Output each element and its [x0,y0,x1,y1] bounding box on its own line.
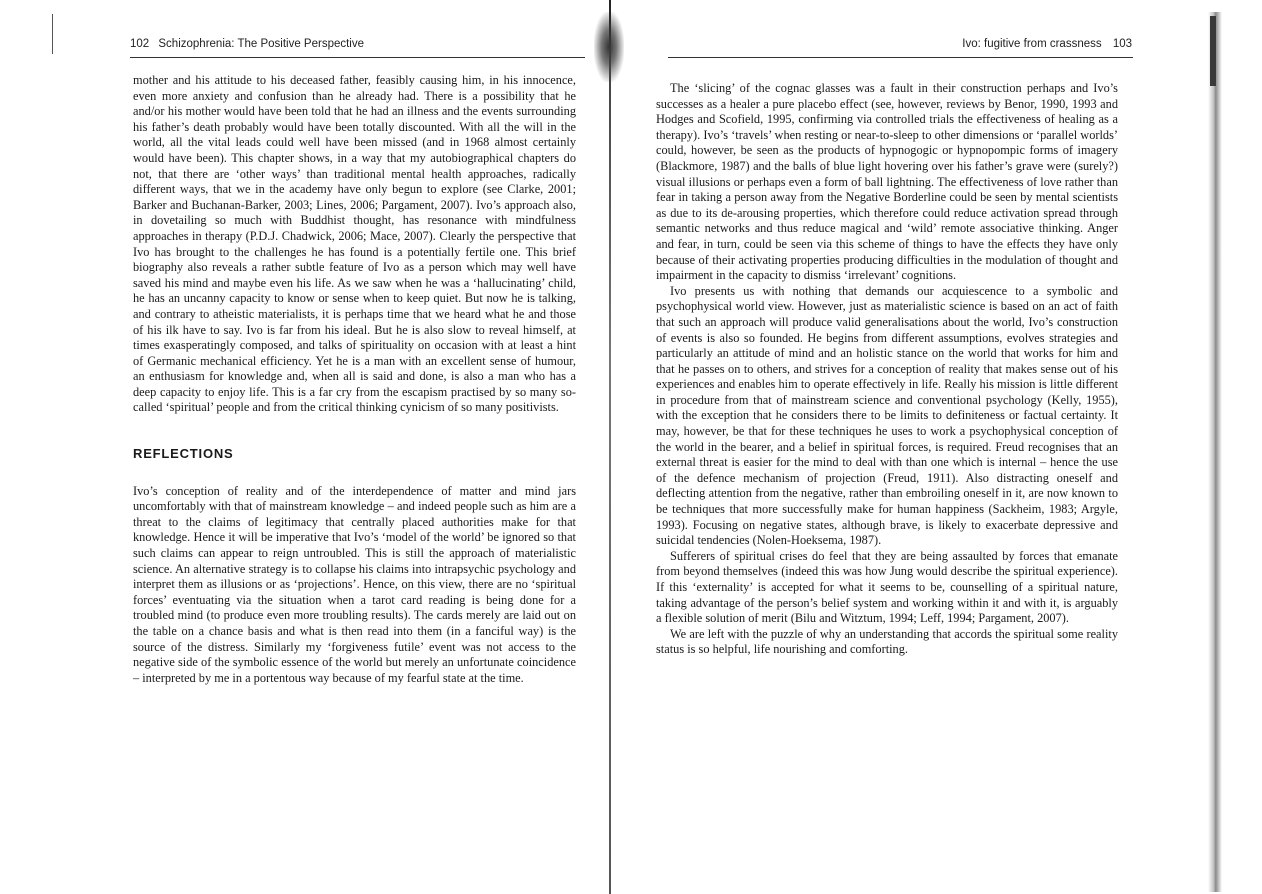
right-paragraph-3: Sufferers of spiritual crises do feel that they are being assaulted by forces that emanate from beyond themselves (indeed this was how Jung would describe the spiritual experience). If this ‘externality’ is accepted for what it seems to be, counselling of a spiritual nature, taking advantage of the person’s belief system and working within it and with it, is arguably a flexible solution of merit (Bilu and Witztum, 1994; Leff, 1994; Pargament, 2007). [656,548,1118,626]
section-heading: REFLECTIONS [133,446,234,462]
right-running-header [962,38,1132,50]
left-page-number: 102 [130,38,150,50]
right-paragraph-4: We are left with the puzzle of why an understanding that accords the spiritual some reality status is so helpful, life nourishing and comforting. [656,626,1118,657]
reflections-paragraph-1: Ivo’s conception of reality and of the interdependence of matter and mind jars uncomfortably with that of mainstream knowledge – and indeed people such as him are a threat to the claims of legitimacy that centrally placed authorities make for that knowledge. Hence it will be imperative that Ivo’s ‘model of the world’ be ignored so that such claims can appear to reign untroubled. This is still the approach of materialistic science. An alternative strategy is to collapse his claims into intrapsychic psychology and interpret them as illusions or as ‘projections’. Hence, on this view, there are no ‘spiritual forces’ eventuating via the situation when a tarot card reading is being done for a troubled mind (to produce even more troubling results). The cards merely are laid out on the table on a chance basis and what is then read into them (in a fanciful way) is the source of the distress. Similarly my ‘forgiveness futile’ event was not access to the negative side of the symbolic essence of the world but merely an unfortunate coincidence – interpreted by me in a portentous way because of my fearful state at the time. [133,483,576,685]
left-running-head: Schizophrenia: The Positive Perspective [158,38,365,50]
right-running-head: Ivo: fugitive from crassness [962,38,1102,50]
left-paragraph-1: mother and his attitude to his deceased father, feasibly causing him, in his innocence, even more anxiety and confusion than he already had. There is a possibility that he and/or his mother would have been told that he had an illness and the events surrounding his father’s death probably would have been totally discounted. With all the will in the world, all the vital leads could well have been missed (and in 1968 almost certainly would have been). This chapter shows, in a way that my autobiographical chapters do not, that there are ‘other ways’ than traditional mental health approaches, radically different ways, that we in the academy have only begun to explore (see Clarke, 2001; Barker and Buchanan-Barker, 2003; Lines, 2006; Pargament, 2007). Ivo’s approach also, in dovetailing so much with Buddhist thought, has resonance with mindfulness approaches in therapy (P.D.J. Chadwick, 2006; Mace, 2007). Clearly the perspective that Ivo has brought to the challenges he has found is a potentially fertile one. This brief biography also reveals a rather subtle feature of Ivo as a person which may well have saved his mind and maybe even his life. As we saw when he was a ‘hallucinating’ child, he has an uncanny capacity to know or sense when to keep quiet. But now he is talking, and contrary to atheistic materialists, it is perhaps time that we heard what he and those of his ilk have to say. Ivo is far from his ideal. But he is also slow to reveal himself, at times exasperatingly composed, and talks of spirituality on occasion with at least a hint of Germanic mechanical efficiency. Yet he is a man with an excellent sense of humour, an enthusiasm for knowledge and, when all is said and done, is also a man who has a deep capacity to enjoy life. This is a far cry from the escapism practised by so many so-called ‘spiritual’ people and from the critical thinking cynicism of so many positivists. [133,73,576,415]
left-page [0,0,620,894]
left-header-rule [130,57,585,58]
right-paragraph-2: Ivo presents us with nothing that demands our acquiescence to a symbolic and psychophysical world view. However, just as materialistic science is based on an act of faith that such an approach will produce valid generalisations about the world, Ivo’s construction of events is also so founded. He begins from different assumptions, evolves strategies and particularly an attitude of mind and an holistic stance on the world that works for him and that he passes on to others, and strives for a conception of reality that makes sense out of his experiences and enables him to operate effectively in life. Really his mission is little different in procedure from that of mainstream science and conventional psychology (Kelly, 1955), with the exception that he considers there to be limits to definiteness or factual certainty. It may, however, be that for these techniques he uses to work a psychophysical conception of the world in the bearer, and a belief in spiritual forces, is required. Freud recognises that an external threat is easier for the mind to deal with than one which is internal – hence the use of the defence mechanism of projection (Freud, 1911). Also distracting oneself and deflecting attention from the negative, rather than embroiling oneself in it, are now known to be techniques that more successfully make for human happiness (Sackheim, 1983; Argyle, 1993). Focusing on negative states, although brave, is likely to exacerbate depressive and suicidal tendencies (Nolen-Hoeksema, 1987). [656,283,1118,548]
right-page [620,0,1262,894]
right-paragraph-1: The ‘slicing’ of the cognac glasses was a fault in their construction perhaps and Ivo’s successes as a healer a pure placebo effect (see, however, reviews by Benor, 1990, 1993 and Hodges and Scofield, 1995, confirming via controlled trials the effectiveness of healing as a therapy). Ivo’s ‘travels’ when resting or near-to-sleep to other dimensions or ‘parallel worlds’ could, however, be seen as the products of hypnogogic or hypnopompic forms of imagery (Blackmore, 1987) and the balls of blue light hovering over his father’s grave were (surely?) visual illusions or perhaps even a form of ball lightning. The effectiveness of love rather than fear in taking a person away from the Negative Borderline could be seen by mental scientists as due to its de-arousing properties, which therefore could reduce activation spread through semantic networks and thus reduce magical and ‘wild’ remote associative thinking. Anger and fear, in turn, could be seen via this scheme of things to have the effects they have only because of their activating properties producing difficulties in the modulation of thought and impairment in the capacity to dismiss ‘irrelevant’ cognitions. [656,81,1118,283]
left-running-header [130,38,364,50]
right-text-column [656,81,1118,658]
right-header-rule [668,57,1133,58]
left-text-column [133,73,576,686]
right-page-number: 103 [1112,38,1132,50]
